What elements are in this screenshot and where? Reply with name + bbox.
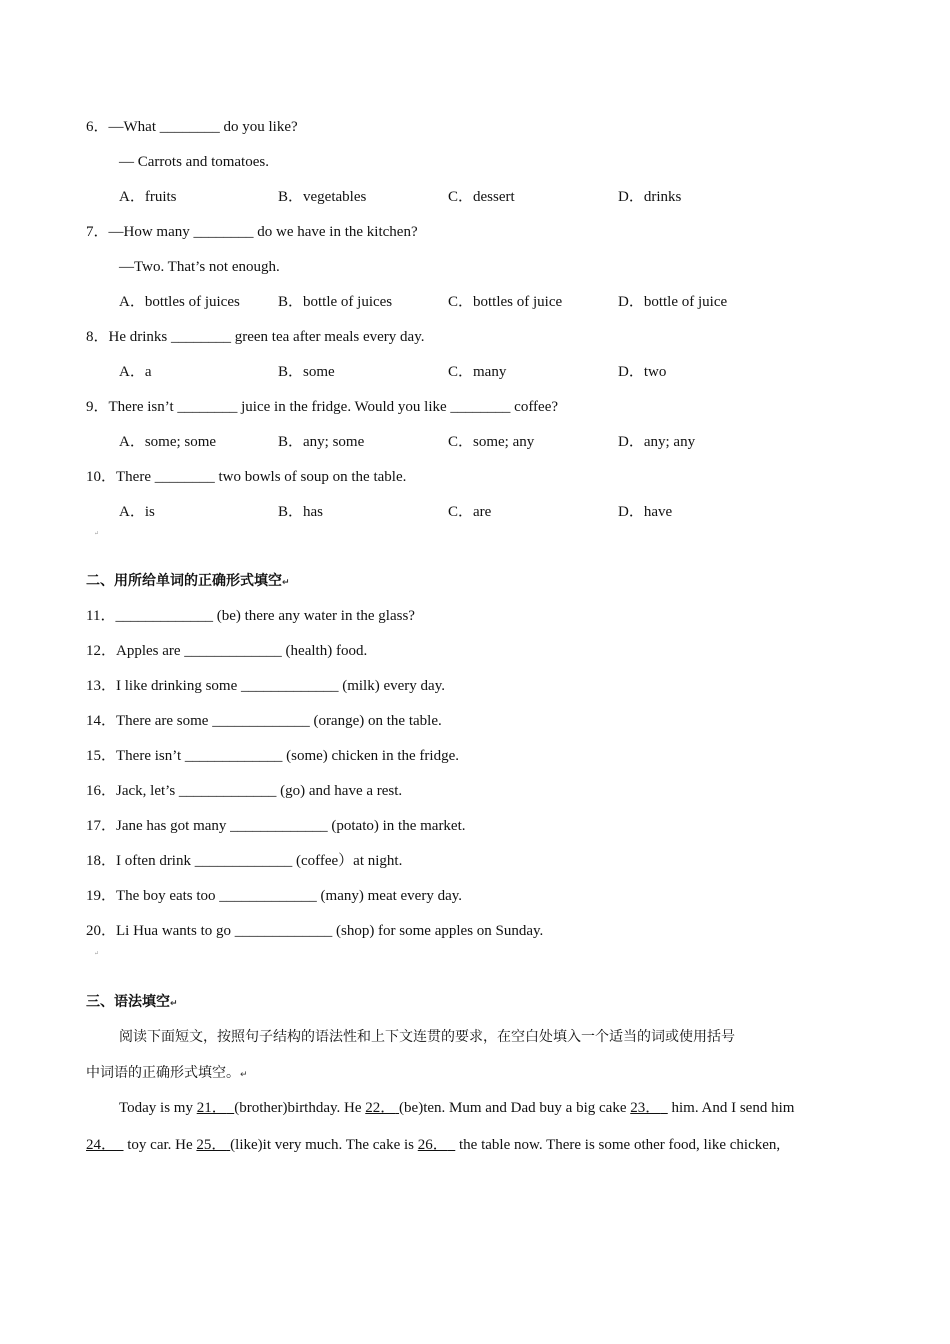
section-3-intro-line2: 中词语的正确形式填空。↵ [86,1065,248,1081]
paragraph-mark: ↵ [94,951,100,957]
option-7-b[interactable]: B．bottle of juices [278,294,393,310]
option-10-c[interactable]: C．are [448,504,492,520]
question-8: 8．He drinks ________ green tea after meals every day. [86,329,425,345]
fill-item-18[interactable]: 18．I often drink _____________ (coffee）at night. [86,853,403,869]
section-3-title: 三、语法填空↵ [86,994,178,1010]
question-7: 7．—How many ________ do we have in the kitchen? [86,224,418,240]
option-9-d[interactable]: D．any; any [618,434,696,450]
option-10-a[interactable]: A．is [119,504,155,520]
question-7-reply: —Two. That’s not enough. [119,259,280,275]
fill-item-20[interactable]: 20．Li Hua wants to go _____________ (shop) for some apples on Sunday. [86,923,544,939]
passage-line-2: 24． toy car. He 25． (like)it very much. The cake is 26． the table now. There is some other food, like chicken, [86,1137,781,1153]
option-7-a[interactable]: A．bottles of juices [119,294,240,310]
question-6-reply: — Carrots and tomatoes. [119,154,269,170]
fill-item-11[interactable]: 11．_____________ (be) there any water in the glass? [86,608,415,624]
option-7-c[interactable]: C．bottles of juice [448,294,563,310]
option-8-a[interactable]: A．a [119,364,152,380]
fill-item-15[interactable]: 15．There isn’t _____________ (some) chicken in the fridge. [86,748,459,764]
option-6-a[interactable]: A．fruits [119,189,177,205]
blank-26[interactable]: 26． [417,1137,448,1153]
blank-24[interactable]: 24． [86,1137,117,1153]
blank-22[interactable]: 22． [365,1100,396,1116]
section-2-title: 二、用所给单词的正确形式填空↵ [86,573,290,589]
question-6: 6．—What ________ do you like? [86,119,302,135]
option-7-d[interactable]: D．bottle of juice [618,294,728,310]
passage-line-1: Today is my 21． (brother)birthday. He 22． (be)ten. Mum and Dad buy a big cake 23． him. And I send him [119,1100,795,1116]
option-9-a[interactable]: A．some; some [119,434,217,450]
fill-item-14[interactable]: 14．There are some _____________ (orange) on the table. [86,713,442,729]
fill-item-12[interactable]: 12．Apples are _____________ (health) food. [86,643,368,659]
blank-23[interactable]: 23． [630,1100,661,1116]
option-10-d[interactable]: D．have [618,504,673,520]
fill-item-16[interactable]: 16．Jack, let’s _____________ (go) and have a rest. [86,783,403,799]
blank-21[interactable]: 21． [196,1100,227,1116]
option-8-b[interactable]: B．some [278,364,335,380]
question-9: 9．There isn’t ________ juice in the fridge. Would you like ________ coffee? [86,399,559,415]
paragraph-mark: ↵ [94,531,100,537]
question-10: 10．There ________ two bowls of soup on the table. [86,469,407,485]
option-6-d[interactable]: D．drinks [618,189,682,205]
fill-item-17[interactable]: 17．Jane has got many _____________ (potato) in the market. [86,818,466,834]
option-8-c[interactable]: C．many [448,364,507,380]
option-10-b[interactable]: B．has [278,504,324,520]
fill-item-13[interactable]: 13．I like drinking some _____________ (milk) every day. [86,678,445,694]
option-6-b[interactable]: B．vegetables [278,189,367,205]
option-6-c[interactable]: C．dessert [448,189,515,205]
option-8-d[interactable]: D．two [618,364,667,380]
fill-item-19[interactable]: 19．The boy eats too _____________ (many) meat every day. [86,888,463,904]
option-9-b[interactable]: B．any; some [278,434,365,450]
section-3-intro-line1: 阅读下面短文，按照句子结构的语法性和上下文连贯的要求，在空白处填入一个适当的词或使用括号 [119,1029,735,1045]
blank-25[interactable]: 25． [196,1137,227,1153]
option-9-c[interactable]: C．some; any [448,434,535,450]
